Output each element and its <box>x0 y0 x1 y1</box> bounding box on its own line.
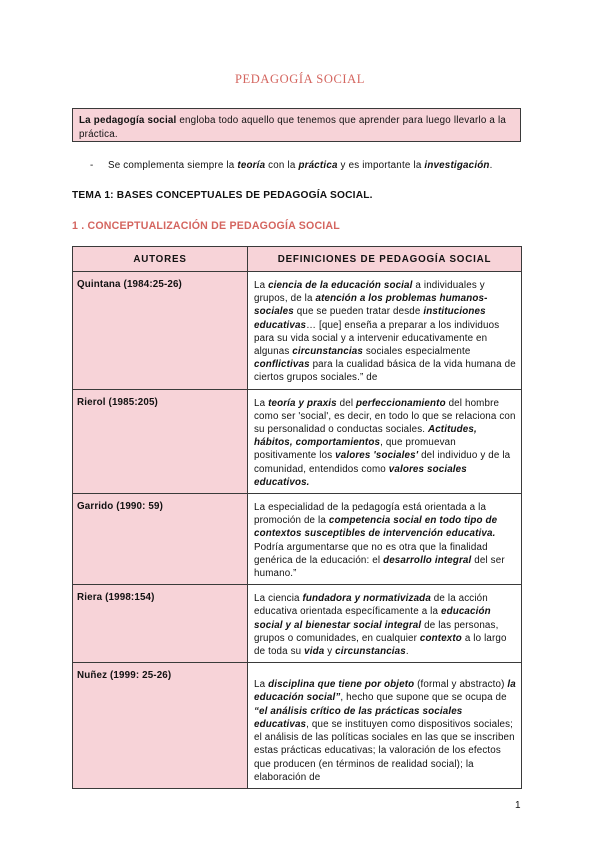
text-run: La <box>254 679 269 691</box>
page-number: 1 <box>515 800 521 811</box>
header-authors: AUTORES <box>73 247 248 272</box>
text-run: con la <box>265 160 299 171</box>
table-row <box>73 663 522 789</box>
table-row <box>73 585 522 663</box>
header-definitions: DEFINICIONES DE PEDAGOGÍA SOCIAL <box>248 247 522 272</box>
author-cell: Quintana (1984:25-26) <box>73 272 248 390</box>
emphasis-text: práctica <box>298 160 338 171</box>
author-cell: Nuñez (1999: 25-26) <box>73 663 248 789</box>
emphasis-text: competencia social en todo tipo de contextos susceptibles de intervención educativa. <box>254 515 498 540</box>
text-run: La ciencia <box>254 593 303 605</box>
emphasis-text: teoría y praxis <box>268 397 337 409</box>
text-run: (formal y abstracto) <box>414 679 508 691</box>
table-row <box>73 389 522 493</box>
text-run: y es importante la <box>337 160 425 171</box>
text-run: para la cualidad básica de la vida humana de ciertos grupos sociales.” de <box>254 359 516 384</box>
text-run: a lo largo de toda su <box>254 632 507 658</box>
emphasis-text: fundadora y normativizada <box>302 593 431 605</box>
page-title: PEDAGOGÍA SOCIAL <box>234 72 366 86</box>
callout-text: engloba todo aquello que tenemos que aprender para luego llevarlo a la práctica. <box>79 115 507 140</box>
text-run: , que se instituyen como dispositivos sociales; el análisis de las políticas sociales en las que se inscriben estas prácticas educativas; la valoración de los efectos que producen (en términos de realidad social); la elaboración de <box>254 718 515 783</box>
emphasis-text: instituciones educativas <box>254 306 486 331</box>
definition-cell <box>248 272 522 390</box>
section-heading: 1 . CONCEPTUALIZACIÓN DE PEDAGOGÍA SOCIAL <box>72 220 340 232</box>
definition-cell <box>248 585 522 663</box>
text-run: La especialidad de la pedagogía está orientada a la promoción de la <box>254 502 487 527</box>
emphasis-text: circunstancias <box>292 346 363 358</box>
emphasis-text: contexto <box>419 632 462 644</box>
table-row <box>73 494 522 585</box>
emphasis-text: la educación social” <box>254 679 516 704</box>
text-run: del ser humano.” <box>254 554 505 580</box>
author-cell: Riera (1998:154) <box>73 585 248 663</box>
bullet-dash: - <box>90 160 94 171</box>
author-cell: Garrido (1990: 59) <box>73 494 248 585</box>
text-run: del individuo y de la comunidad, entendidos como <box>254 450 511 475</box>
text-run: del <box>336 397 357 409</box>
table-header-row <box>73 247 522 272</box>
text-run: del hombre como ser 'social', es decir, en todo lo que se relaciona con su personalidad o conductas sociales. <box>254 397 516 436</box>
emphasis-text: vida <box>304 646 325 658</box>
definition-cell <box>248 663 522 789</box>
text-run: La <box>254 280 269 291</box>
tema-heading: TEMA 1: BASES CONCEPTUALES DE PEDAGOGÍA SOCIAL. <box>72 190 373 201</box>
emphasis-text: valores 'sociales' <box>335 450 419 462</box>
text-run: … [que] enseña a preparar a los individuos para su vida social y a intervenir educativamente en algunas <box>254 319 500 358</box>
author-cell: Rierol (1985:205) <box>73 389 248 493</box>
intro-callout <box>72 108 521 142</box>
emphasis-text: disciplina que tiene por objeto <box>268 679 415 691</box>
emphasis-text: atención a los problemas humanos-sociales <box>254 293 488 318</box>
text-run: y <box>324 646 336 658</box>
definitions-table <box>72 246 522 789</box>
emphasis-text: investigación <box>424 160 490 171</box>
emphasis-text: Actitudes, hábitos, comportamientos <box>254 424 477 449</box>
text-run: , que promuevan positivamente los <box>254 437 456 462</box>
text-run: Se complementa siempre la <box>108 160 238 171</box>
text-run: , hecho que supone que se ocupa de <box>340 692 507 704</box>
emphasis-text: ciencia de la educación social <box>268 280 413 291</box>
text-run: de las personas, grupos o comunidades, en cualquier <box>254 619 499 644</box>
emphasis-text: perfeccionamiento <box>356 397 446 409</box>
emphasis-text: teoría <box>237 160 266 171</box>
text-run: . <box>489 160 493 171</box>
emphasis-text: circunstancias <box>335 646 406 658</box>
text-run: La <box>254 397 269 409</box>
emphasis-text: educación social y al bienestar social integral <box>254 606 491 631</box>
text-run: . <box>405 646 409 658</box>
definition-cell <box>248 389 522 493</box>
text-run: Podría argumentarse que no es otra que la finalidad genérica de la educación: el <box>254 541 488 566</box>
text-run: a individuales y grupos, de la <box>254 280 485 305</box>
text-run: de la acción educativa orientada específicamente a la <box>254 593 488 618</box>
emphasis-text: valores sociales educativos. <box>254 463 467 488</box>
definition-cell <box>248 494 522 585</box>
table-row <box>73 272 522 390</box>
text-run: sociales especialmente <box>362 346 471 358</box>
bullet-item <box>90 160 540 171</box>
bullet-text <box>108 160 493 171</box>
emphasis-text: desarrollo integral <box>383 554 472 566</box>
text-run: que se pueden tratar desde <box>293 306 424 318</box>
emphasis-text: conflictivas <box>254 359 310 371</box>
callout-bold: La pedagogía social <box>79 115 177 126</box>
emphasis-text: “el análisis crítico de las prácticas sociales educativas <box>254 705 463 730</box>
